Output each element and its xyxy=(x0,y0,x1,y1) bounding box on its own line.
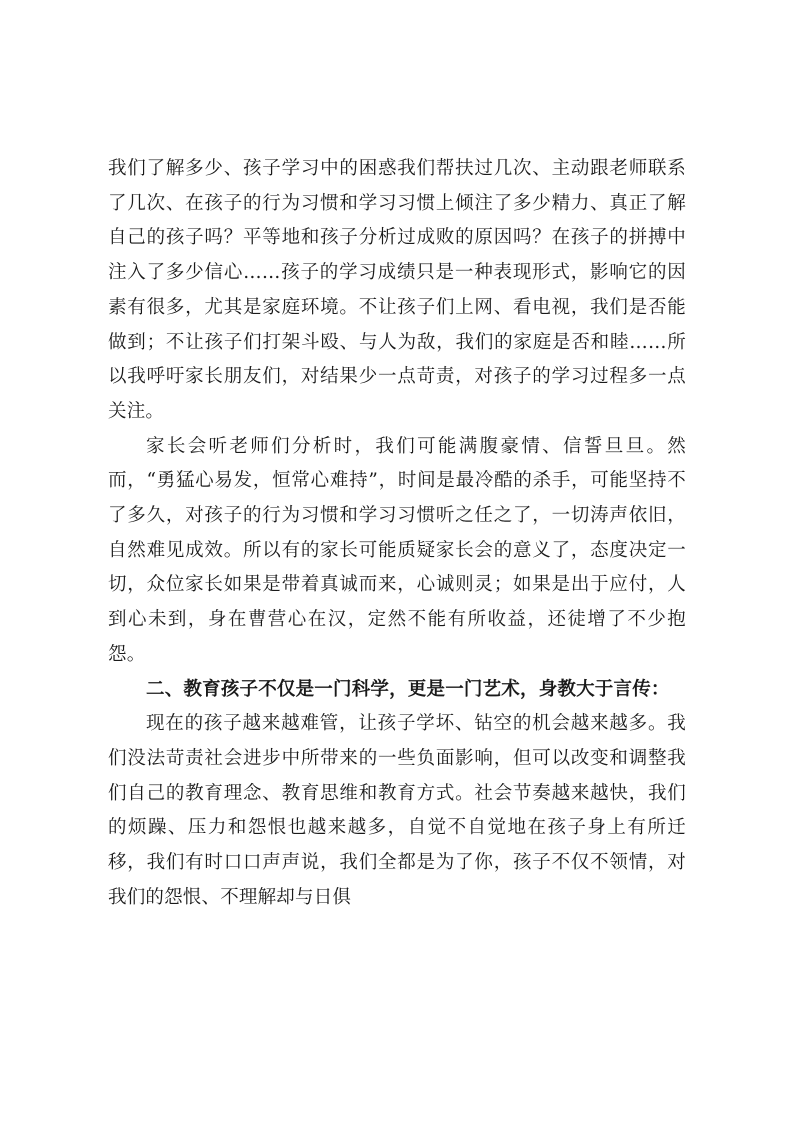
paragraph-modern-children: 现在的孩子越来越难管，让孩子学坏、钻空的机会越来越多。我们没法苛责社会进步中所带来的一些负面影响，但可以改变和调整我们自己的教育理念、教育思维和教育方式。社会节奏越来越快，我们的烦躁、压力和怨恨也越来越多，自觉不自觉地在孩子身上有所迁移，我们有时口口声声说，我们全都是为了你，孩子不仅不领情，对我们的怨恨、不理解却与日俱 xyxy=(108,713,686,908)
document-page xyxy=(108,152,686,915)
paragraph-parent-reflection: 我们了解多少、孩子学习中的困惑我们帮扶过几次、主动跟老师联系了几次、在孩子的行为习惯和学习习惯上倾注了多少精力、真正了解自己的孩子吗？平等地和孩子分析过成败的原因吗？在孩子的拼搏中注入了多少信心……孩子的学习成绩只是一种表现形式，影响它的因素有很多，尤其是家庭环境。不让孩子们上网、看电视，我们是否能做到；不让孩子们打架斗殴、与人为敌，我们的家庭是否和睦……所以我呼吁家长朋友们，对结果少一点苛责，对孩子的学习过程多一点关注。 xyxy=(108,158,686,422)
section-heading-education-art: 二、教育孩子不仅是一门科学，更是一门艺术，身教大于言传： xyxy=(146,678,670,700)
paragraph-parent-meeting: 家长会听老师们分析时，我们可能满腹豪情、信誓旦旦。然而，“勇猛心易发，恒常心难持”，时间是最冷酷的杀手，可能坚持不了多久，对孩子的行为习惯和学习习惯听之任之了，一切涛声依旧，自然难见成效。所以有的家长可能质疑家长会的意义了，态度决定一切，众位家长如果是带着真诚而来，心诚则灵；如果是出于应付，人到心未到，身在曹营心在汉，定然不能有所收益，还徒增了不少抱怨。 xyxy=(108,435,686,665)
